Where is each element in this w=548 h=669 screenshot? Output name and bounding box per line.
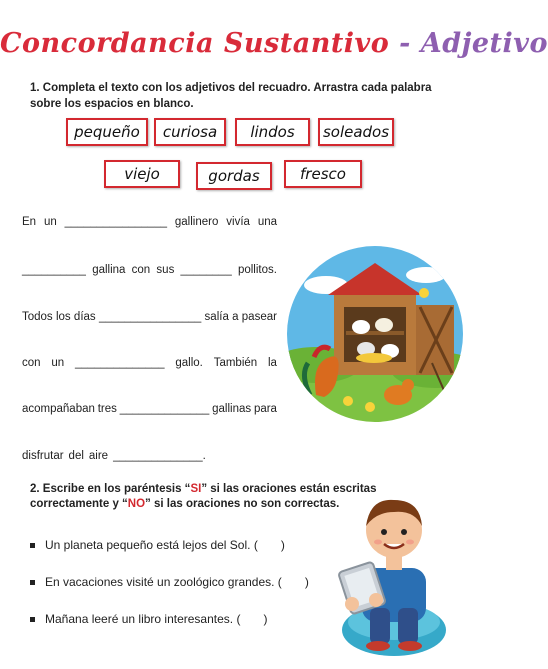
word-chip-gordas[interactable]: gordas — [196, 162, 272, 190]
word: En — [22, 216, 37, 228]
word: para — [253, 403, 277, 415]
title-part-2: - Adjetivo — [399, 28, 548, 59]
word: vivía — [226, 216, 250, 228]
sentence-item-3 — [30, 612, 267, 626]
word: pollitos. — [237, 264, 277, 276]
title-part-1: Concordancia Sustantivo — [0, 28, 390, 59]
keyword-si: SI — [190, 483, 202, 495]
blank-7[interactable]: ______________. — [113, 450, 206, 462]
instruction-2-text: ” si las oraciones no son correctas. — [145, 498, 340, 510]
text-line-3 — [22, 311, 277, 323]
bullet-icon — [30, 543, 35, 548]
word: la — [268, 357, 277, 369]
text-line-4 — [22, 357, 277, 369]
instruction-2-text: 2. Escribe en los paréntesis “ — [30, 483, 191, 495]
word-chip-pequeno[interactable]: pequeño — [66, 118, 148, 146]
bullet-icon — [30, 617, 35, 622]
sentence-text: Mañana leeré un libro interesantes. ( — [45, 612, 241, 626]
sentence-item-2 — [30, 575, 309, 589]
text-line-1 — [22, 216, 277, 228]
word: un — [43, 216, 57, 228]
boy-with-tablet-illustration — [322, 490, 466, 660]
sentence-item-1 — [30, 538, 285, 552]
word-chip-soleados[interactable]: soleados — [318, 118, 394, 146]
instruction-1: 1. Completa el texto con los adjetivos del recuadro. Arrastra cada palabra sobre los espacios en blanco. — [30, 82, 432, 110]
word: gallina — [92, 264, 126, 276]
word: Todos — [22, 311, 53, 323]
sentence-text: En vacaciones visité un zoológico grandes. ( — [45, 575, 282, 589]
word: gallinero — [174, 216, 219, 228]
blank-5[interactable]: ______________ — [75, 357, 165, 369]
blank-4[interactable]: ________________ — [98, 311, 202, 323]
sentence-text: Un planeta pequeño está lejos del Sol. ( — [45, 538, 258, 552]
text-line-6 — [22, 450, 206, 462]
word: gallinas — [212, 403, 252, 415]
paren-close: ) — [280, 538, 285, 552]
paren-close: ) — [304, 575, 309, 589]
word: acompañaban — [22, 403, 95, 415]
word: También — [213, 357, 258, 369]
word: los — [55, 311, 71, 323]
blank-1[interactable]: ________________ — [64, 216, 167, 228]
text-line-2 — [22, 264, 277, 276]
bullet-icon — [30, 580, 35, 585]
word: tres — [97, 403, 117, 415]
word-chip-viejo[interactable]: viejo — [104, 160, 180, 188]
word: con — [131, 264, 151, 276]
instruction-2-text: ” si las oraciones están escritas correctamente y “ — [30, 483, 377, 510]
blank-6[interactable]: ______________ — [119, 403, 210, 415]
word-chip-curiosa[interactable]: curiosa — [154, 118, 226, 146]
word: disfrutar — [22, 450, 64, 462]
keyword-no: NO — [127, 498, 146, 510]
word: días — [73, 311, 96, 323]
word: un — [51, 357, 65, 369]
farm-illustration — [286, 245, 464, 423]
text-line-5 — [22, 403, 277, 415]
page-title — [0, 28, 548, 59]
word: una — [257, 216, 277, 228]
word: gallo. — [175, 357, 203, 369]
blank-3[interactable]: ________ — [180, 264, 232, 276]
word: salía — [204, 311, 229, 323]
paren-close: ) — [263, 612, 268, 626]
word: a — [232, 311, 239, 323]
blank-2[interactable]: __________ — [22, 264, 86, 276]
word-chip-fresco[interactable]: fresco — [284, 160, 362, 188]
word: pasear — [241, 311, 277, 323]
word: del — [68, 450, 84, 462]
word: con — [22, 357, 41, 369]
word: aire — [88, 450, 109, 462]
word-chip-lindos[interactable]: lindos — [235, 118, 310, 146]
word: sus — [156, 264, 175, 276]
